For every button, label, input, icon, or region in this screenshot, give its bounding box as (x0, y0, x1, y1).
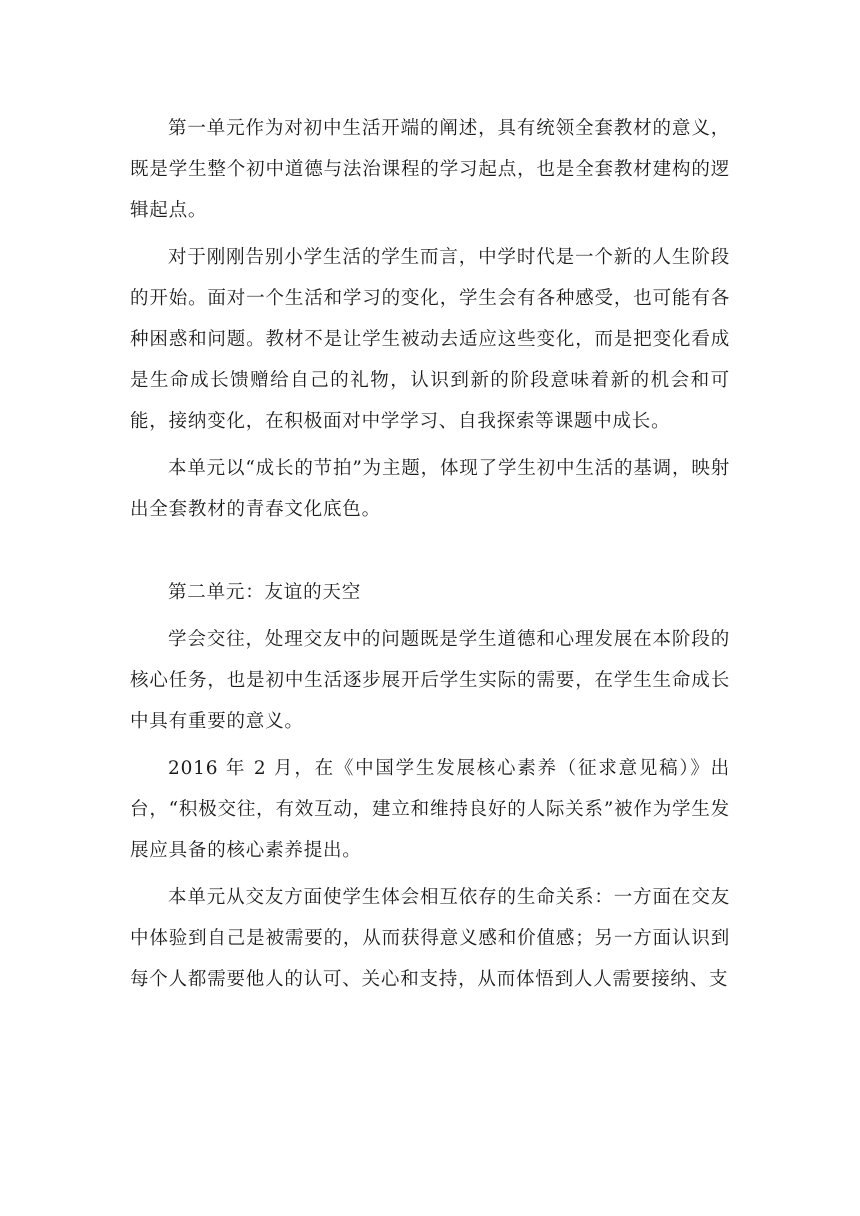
paragraph-unit1-transition: 对于刚刚告别小学生活的学生而言，中学时代是一个新的人生阶段的开始。面对一个生活和学习的变化，学生会有各种感受，也可能有各种困惑和问题。教材不是让学生被动去适应这些变化，而是把变化看成是生命成长馈赠给自己的礼物，认识到新的阶段意味着新的机会和可能，接纳变化，在积极面对中学学习、自我探索等课题中成长。 (130, 247, 730, 432)
paragraph-unit2-competency: 2016 年 2 月，在《中国学生发展核心素养（征求意见稿）》出台，“积极交往，有效互动，建立和维持良好的人际关系”被作为学生发展应具备的核心素养提出。 (130, 758, 730, 861)
paragraph-unit2-relationships: 本单元从交友方面使学生体会相互依存的生命关系：一方面在交友中体验到自己是被需要的，从而获得意义感和价值感；另一方面认识到每个人都需要他人的认可、关心和支持，从而体悟到人人需要接纳、支 (130, 887, 730, 990)
paragraph-unit1-intro: 第一单元作为对初中生活开端的阐述，具有统领全套教材的意义，既是学生整个初中道德与法治课程的学习起点，也是全套教材建构的逻辑起点。 (130, 118, 730, 221)
document-body (130, 108, 730, 1000)
section-heading-unit2: 第二单元：友谊的天空 (168, 582, 362, 603)
paragraph-unit2-intro: 学会交往，处理交友中的问题既是学生道德和心理发展在本阶段的核心任务，也是初中生活逐步展开后学生实际的需要，在学生生命成长中具有重要的意义。 (130, 629, 730, 732)
paragraph-unit1-theme: 本单元以“成长的节拍”为主题，体现了学生初中生活的基调，映射出全套教材的青春文化底色。 (130, 458, 730, 520)
